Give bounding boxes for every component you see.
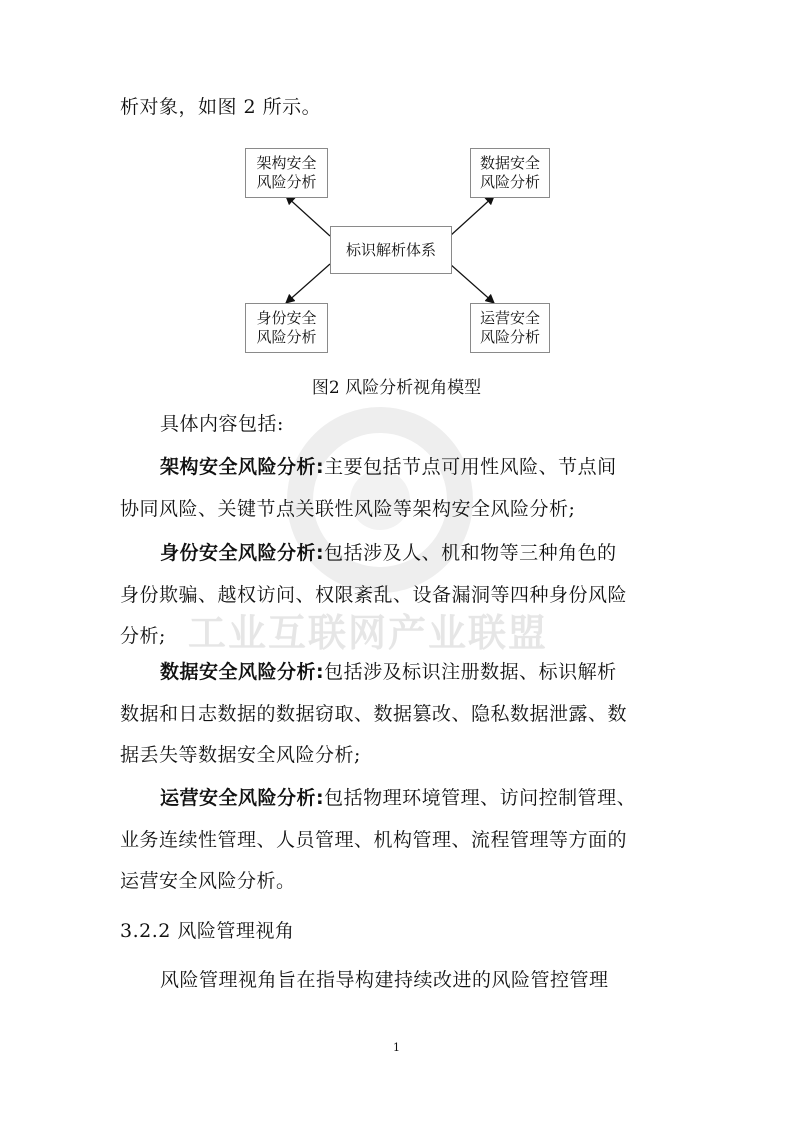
item-label: 架构安全风险分析: — [160, 456, 325, 478]
item-identity-line-2: 身份欺骗、越权访问、权限紊乱、设备漏洞等四种身份风险 — [120, 584, 628, 606]
item-data-line-3: 据丢失等数据安全风险分析; — [120, 744, 361, 766]
item-architecture-line-1: 架构安全风险分析:主要包括节点可用性风险、节点间 — [160, 456, 617, 478]
last-paragraph: 风险管理视角旨在指导构建持续改进的风险管控管理 — [160, 969, 609, 991]
box-architecture: 架构安全 风险分析 — [245, 148, 328, 198]
item-operation-line-1: 运营安全风险分析:包括物理环境管理、访问控制管理、 — [160, 787, 637, 809]
arrow-to-data — [450, 196, 494, 236]
item-identity-line-1: 身份安全风险分析:包括涉及人、机和物等三种角色的 — [160, 542, 617, 564]
content-intro: 具体内容包括: — [160, 413, 284, 435]
item-operation-line-2: 业务连续性管理、人员管理、机构管理、流程管理等方面的 — [120, 829, 628, 851]
section-heading: 3.2.2 风险管理视角 — [120, 920, 295, 942]
box-center: 标识解析体系 — [330, 226, 452, 274]
item-operation-line-3: 运营安全风险分析。 — [120, 870, 296, 892]
figure-caption: 图2 风险分析视角模型 — [311, 378, 482, 398]
intro-line: 析对象，如图 2 所示。 — [120, 96, 322, 118]
item-label: 数据安全风险分析: — [160, 661, 325, 683]
page-number: 1 — [393, 1041, 400, 1054]
item-data-line-1: 数据安全风险分析:包括涉及标识注册数据、标识解析 — [160, 661, 617, 683]
item-label: 身份安全风险分析: — [160, 542, 325, 564]
box-data: 数据安全 风险分析 — [470, 148, 550, 198]
arrow-to-architecture — [286, 196, 330, 236]
arrow-to-operation — [450, 264, 494, 303]
arrow-to-identity — [286, 264, 330, 303]
figure-arrows — [0, 0, 793, 400]
item-architecture-line-2: 协同风险、关键节点关联性风险等架构安全风险分析; — [120, 498, 576, 520]
watermark: 工业互联网产业联盟 — [188, 611, 549, 655]
box-operation: 运营安全 风险分析 — [470, 303, 550, 353]
item-data-line-2: 数据和日志数据的数据窃取、数据篡改、隐私数据泄露、数 — [120, 703, 628, 725]
box-identity: 身份安全 风险分析 — [245, 303, 328, 353]
item-label: 运营安全风险分析: — [160, 787, 325, 809]
item-identity-line-3: 分析; — [120, 625, 166, 647]
